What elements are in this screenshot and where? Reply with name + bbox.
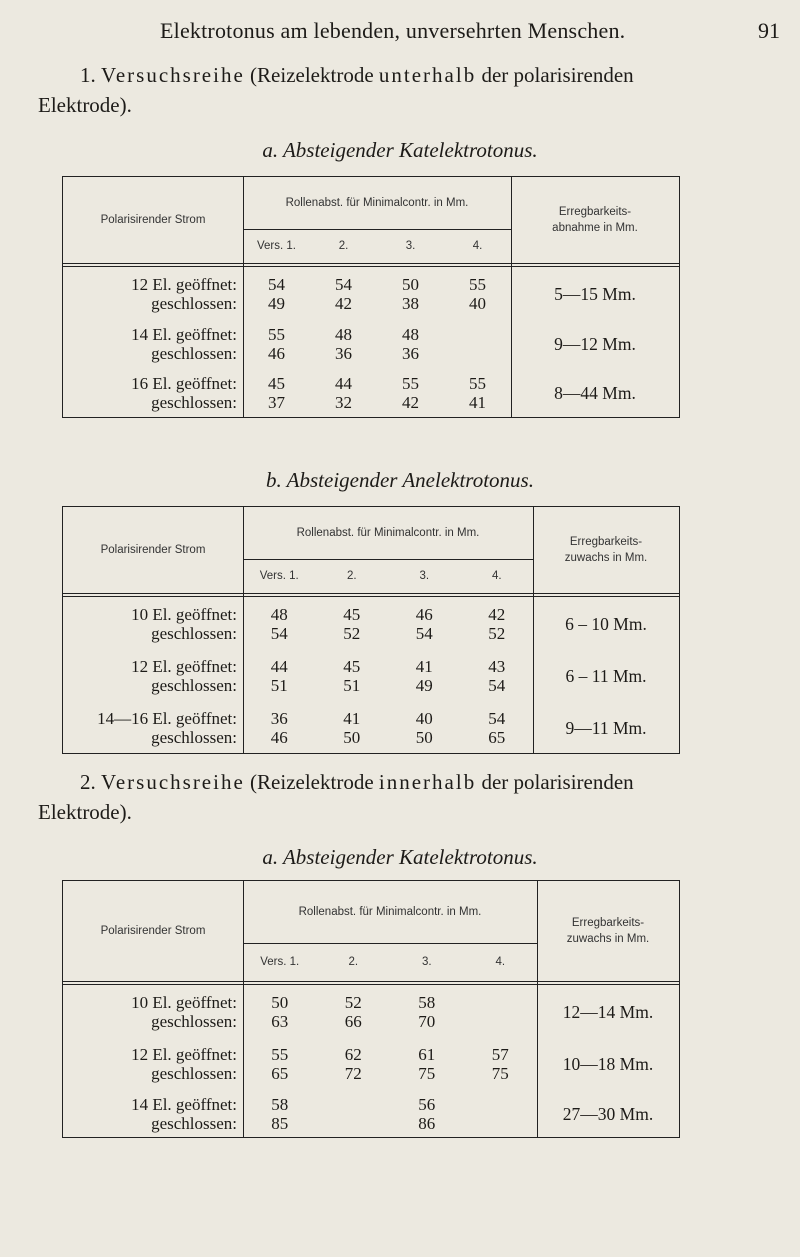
table-3-vers-4: 4.: [495, 956, 506, 968]
cell: 55: [469, 275, 486, 294]
table-3-vers-3: 3.: [421, 956, 432, 968]
series-1-line2: Elektrode).: [38, 93, 132, 117]
cell: 55: [268, 325, 285, 344]
row-label-closed: geschlossen:: [151, 676, 237, 695]
table-3-col-polar: Polarisirender Strom: [100, 925, 206, 937]
row-range: 6 – 11 Mm.: [565, 666, 647, 686]
cell: 41: [469, 393, 486, 412]
table-2-row: [63, 605, 679, 645]
cell: 65: [488, 728, 506, 747]
series-2-word: Versuchsreihe: [101, 770, 245, 794]
row-range: 9—11 Mm.: [565, 718, 647, 738]
series-1-number: 1.: [80, 63, 96, 87]
table-2-col-right-1: Erregbarkeits-: [569, 536, 643, 548]
running-header-title: Elektrotonus am lebenden, unversehrten Menschen.: [160, 18, 626, 43]
table-2-row: [63, 657, 679, 697]
cell: 44: [335, 374, 352, 393]
cell: 61: [418, 1045, 436, 1064]
cell: 36: [402, 344, 419, 363]
row-range: 5—15 Mm.: [554, 284, 636, 304]
series-2-open: (Reizelektrode: [250, 770, 374, 794]
cell: 46: [268, 344, 285, 363]
series-1-rest: der polarisirenden: [481, 63, 634, 87]
cell: 72: [344, 1064, 362, 1083]
table-3-col-right-1: Erregbarkeits-: [571, 917, 645, 929]
table-1-vers-4: 4.: [472, 240, 483, 252]
row-range: 9—12 Mm.: [554, 334, 636, 354]
cell: 58: [418, 993, 436, 1012]
cell: 50: [343, 728, 361, 747]
table-1: [62, 176, 680, 418]
row-label-open: 16 El. geöffnet:: [131, 374, 237, 393]
cell: 38: [402, 294, 419, 313]
cell: [317, 1095, 391, 1114]
cell: [464, 1114, 538, 1133]
cell: 45: [343, 605, 361, 624]
cell: 55: [469, 374, 486, 393]
row-label-closed: geschlossen:: [151, 1114, 237, 1133]
cell: 40: [469, 294, 486, 313]
cell: 58: [271, 1095, 289, 1114]
cell: 52: [488, 624, 506, 643]
cell: 43: [488, 657, 506, 676]
table-2-col-right: [533, 507, 679, 593]
cell: 85: [271, 1114, 289, 1133]
cell: [464, 993, 538, 1012]
series-1-where: unterhalb: [378, 63, 477, 87]
row-label-closed: geschlossen:: [151, 294, 237, 313]
table-2-divider: [243, 559, 533, 560]
row-range: 8—44 Mm.: [554, 383, 636, 403]
table-3-row: [63, 1045, 679, 1085]
row-label-closed: geschlossen:: [151, 393, 237, 412]
cell: 75: [491, 1064, 509, 1083]
row-label-closed: geschlossen:: [151, 728, 237, 747]
table-2-col-polar: Polarisirender Strom: [100, 544, 206, 556]
cell: 50: [402, 275, 419, 294]
table-1-vers-2: 2.: [338, 240, 349, 252]
row-label-closed: geschlossen:: [151, 344, 237, 363]
table-2-vers-2: 2.: [346, 570, 357, 582]
row-range: 10—18 Mm.: [562, 1054, 654, 1074]
cell: 52: [344, 993, 362, 1012]
cell: 54: [335, 275, 352, 294]
row-label-closed: geschlossen:: [151, 624, 237, 643]
cell: 36: [270, 709, 288, 728]
cell: 75: [418, 1064, 436, 1083]
series-2-line2: Elektrode).: [38, 800, 132, 824]
cell: 49: [415, 676, 433, 695]
cell: 66: [344, 1012, 362, 1031]
table-1-col-right: [511, 177, 679, 263]
cell: 49: [268, 294, 285, 313]
cell: 50: [271, 993, 289, 1012]
table-3-vers-2: 2.: [348, 956, 359, 968]
cell: [317, 1114, 391, 1133]
cell: 86: [418, 1114, 436, 1133]
cell: [444, 325, 511, 344]
row-range: 12—14 Mm.: [562, 1002, 654, 1022]
row-label-open: 14 El. geöffnet:: [131, 1095, 237, 1114]
cell: 42: [402, 393, 419, 412]
series-2-heading: [38, 767, 788, 827]
row-label-closed: geschlossen:: [151, 1064, 237, 1083]
table-1-row: [63, 325, 679, 365]
series-1-heading: [38, 60, 788, 120]
cell: 65: [271, 1064, 289, 1083]
table-1-vers-1: Vers. 1.: [257, 240, 296, 252]
cell: 54: [270, 624, 288, 643]
cell: 54: [268, 275, 285, 294]
table-3-col-roll: Rollenabst. für Minimalcontr. in Mm.: [298, 906, 482, 918]
table-1-divider: [243, 229, 511, 230]
table-2-col-roll: Rollenabst. für Minimalcontr. in Mm.: [296, 527, 480, 539]
page-number: 91: [758, 18, 780, 43]
cell: 44: [270, 657, 288, 676]
cell: 41: [415, 657, 433, 676]
table-2-vers-3: 3.: [419, 570, 430, 582]
table-2-vers-row: [243, 559, 533, 593]
cell: 55: [271, 1045, 289, 1064]
row-range: 27—30 Mm.: [562, 1104, 654, 1124]
row-label-open: 12 El. geöffnet:: [131, 1045, 237, 1064]
table-1-caption: a. Absteigender Katelektrotonus.: [262, 138, 538, 162]
cell: 57: [491, 1045, 509, 1064]
cell: [464, 1012, 538, 1031]
cell: [464, 1095, 538, 1114]
table-2: [62, 506, 680, 754]
table-3-vers-1: Vers. 1.: [260, 956, 300, 968]
table-3-row: [63, 993, 679, 1033]
table-2-vers-1: Vers. 1.: [259, 570, 299, 582]
cell: 48: [335, 325, 352, 344]
table-1-col-right-2: abnahme in Mm.: [552, 222, 638, 234]
cell: 40: [415, 709, 433, 728]
cell: 37: [268, 393, 285, 412]
cell: 45: [343, 657, 361, 676]
cell: 55: [402, 374, 419, 393]
table-2-caption: b. Absteigender Anelektrotonus.: [266, 468, 534, 492]
row-label-open: 14 El. geöffnet:: [131, 325, 237, 344]
cell: 42: [335, 294, 352, 313]
table-1-col-roll: Rollenabst. für Minimalcontr. in Mm.: [285, 197, 469, 209]
table-1-col-polar: Polarisirender Strom: [100, 214, 206, 226]
cell: 46: [415, 605, 433, 624]
cell: 46: [270, 728, 288, 747]
row-label-open: 12 El. geöffnet:: [131, 275, 237, 294]
table-1-header-rule: [63, 263, 679, 267]
table-3-divider: [243, 943, 537, 944]
cell: 62: [344, 1045, 362, 1064]
cell: 36: [335, 344, 352, 363]
cell: 48: [270, 605, 288, 624]
table-3-row: [63, 1095, 679, 1135]
cell: 52: [343, 624, 361, 643]
table-2-header-rule: [63, 593, 679, 597]
cell: 32: [335, 393, 352, 412]
table-2-vers-4: 4.: [491, 570, 502, 582]
table-1-row: [63, 275, 679, 315]
row-label-open: 14—16 El. geöffnet:: [97, 709, 237, 728]
cell: 54: [488, 676, 506, 695]
row-label-open: 10 El. geöffnet:: [131, 605, 237, 624]
series-2-where: innerhalb: [378, 770, 477, 794]
series-2-number: 2.: [80, 770, 96, 794]
table-3-col-right-2: zuwachs in Mm.: [566, 933, 650, 945]
cell: 51: [343, 676, 361, 695]
table-3-col-right: [537, 881, 679, 981]
cell: [444, 344, 511, 363]
table-3-header-rule: [63, 981, 679, 985]
cell: 48: [402, 325, 419, 344]
cell: 54: [488, 709, 506, 728]
table-1-vers-3: 3.: [405, 240, 416, 252]
table-3: [62, 880, 680, 1138]
cell: 50: [415, 728, 433, 747]
row-range: 6 – 10 Mm.: [565, 614, 647, 634]
cell: 51: [270, 676, 288, 695]
table-2-row: [63, 709, 679, 749]
table-1-col-right-1: Erregbarkeits-: [558, 206, 632, 218]
series-2-rest: der polarisirenden: [481, 770, 634, 794]
running-header: [160, 18, 780, 48]
row-label-closed: geschlossen:: [151, 1012, 237, 1031]
cell: 42: [488, 605, 506, 624]
cell: 41: [343, 709, 361, 728]
table-1-row: [63, 374, 679, 414]
table-1-vers-row: [243, 229, 511, 263]
cell: 70: [418, 1012, 436, 1031]
table-3-vers-row: [243, 943, 537, 981]
cell: 54: [415, 624, 433, 643]
cell: 56: [418, 1095, 436, 1114]
series-1-open: (Reizelektrode: [250, 63, 374, 87]
table-2-col-right-2: zuwachs in Mm.: [564, 552, 648, 564]
cell: 45: [268, 374, 285, 393]
row-label-open: 10 El. geöffnet:: [131, 993, 237, 1012]
table-3-caption: a. Absteigender Katelektrotonus.: [262, 845, 538, 869]
cell: 63: [271, 1012, 289, 1031]
series-1-word: Versuchsreihe: [101, 63, 245, 87]
row-label-open: 12 El. geöffnet:: [131, 657, 237, 676]
